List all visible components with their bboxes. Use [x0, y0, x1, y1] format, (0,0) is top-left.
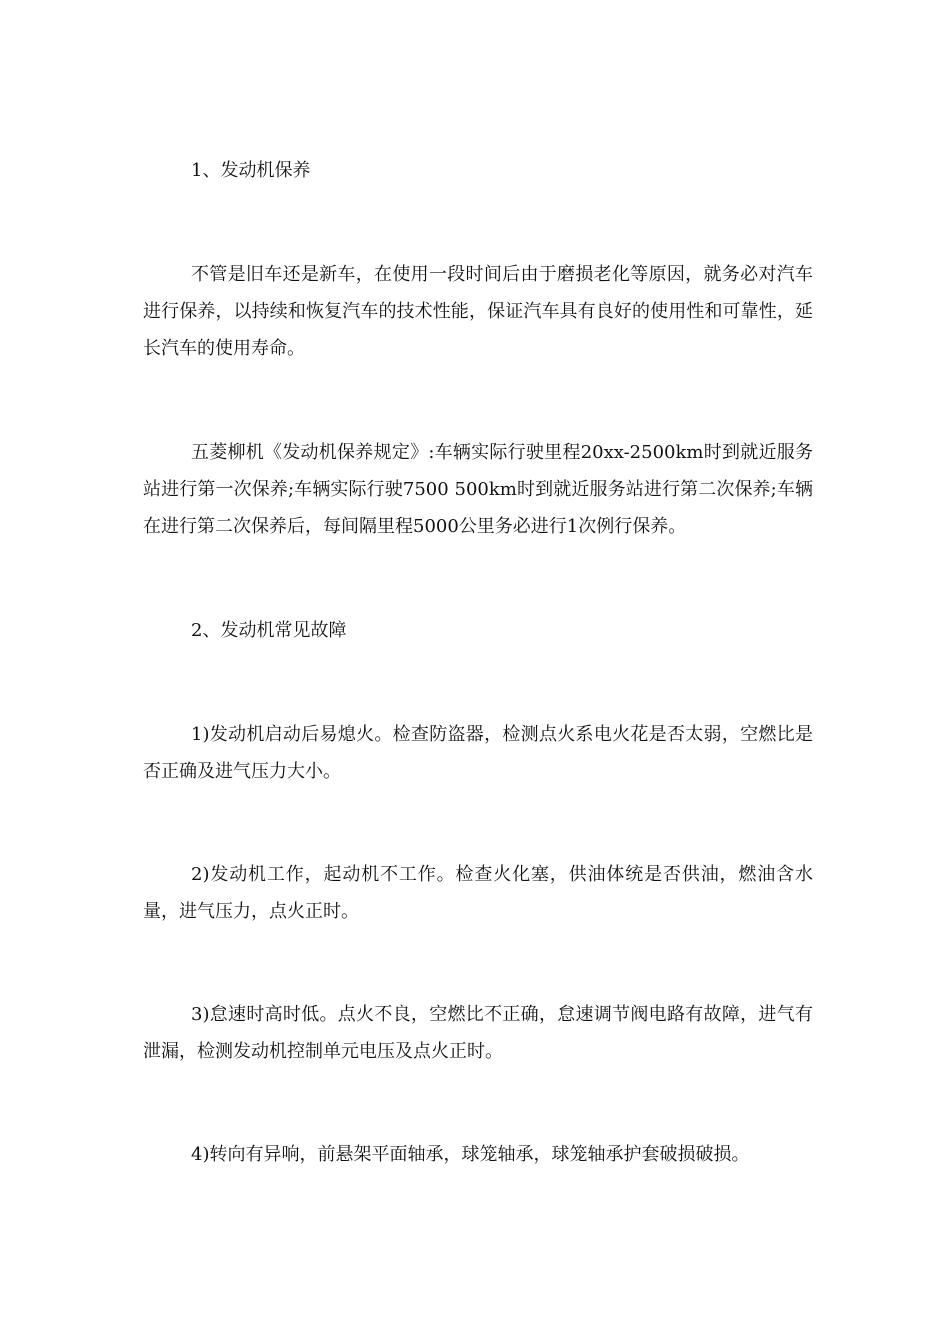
fault-item-3: 3)怠速时高时低。点火不良，空燃比不正确，怠速调节阀电路有故障，进气有泄漏，检测发动机控制单元电压及点火正时。 [143, 1004, 813, 1062]
paragraph-maintenance-intro: 不管是旧车还是新车，在使用一段时间后由于磨损老化等原因，就务必对汽车进行保养，以持续和恢复汽车的技术性能，保证汽车具有良好的使用性和可靠性，延长汽车的使用寿命。 [143, 264, 813, 359]
section-heading-engine-maintenance: 1、发动机保养 [191, 160, 311, 181]
section-heading-engine-faults: 2、发动机常见故障 [191, 620, 347, 641]
fault-item-1: 1)发动机启动后易熄火。检查防盗器，检测点火系电火花是否太弱，空燃比是否正确及进气压力大小。 [143, 724, 813, 782]
paragraph-maintenance-schedule: 五菱柳机《发动机保养规定》:车辆实际行驶里程20xx-2500km时到就近服务站进行第一次保养;车辆实际行驶7500 500km时到就近服务站进行第二次保养;车辆在进行第二次保养后，每间隔里程5000公里务必进行1次例行保养。 [143, 442, 813, 537]
fault-item-2: 2)发动机工作，起动机不工作。检查火化塞，供油体统是否供油，燃油含水量，进气压力，点火正时。 [143, 864, 813, 922]
fault-item-4: 4)转向有异响，前悬架平面轴承，球笼轴承，球笼轴承护套破损破损。 [191, 1144, 750, 1165]
